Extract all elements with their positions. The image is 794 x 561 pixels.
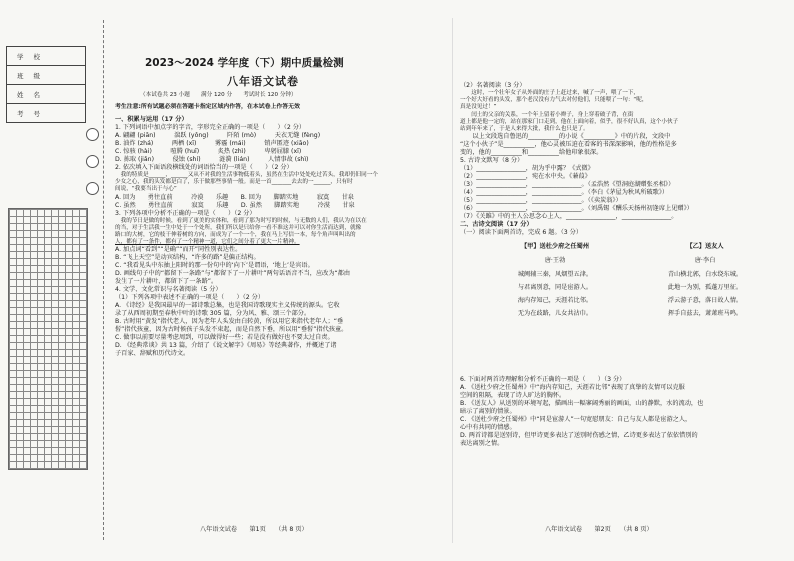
option-d: D. 《经典常谈》共 13 篇，介绍了《说文解字》《周易》等经典著作，并概述了诸 bbox=[115, 342, 337, 350]
question-4-2: （2）名著阅读（3 分） bbox=[460, 82, 526, 89]
poem-author: 唐·王勃 bbox=[544, 257, 566, 264]
name-field: 姓名 bbox=[6, 84, 86, 103]
passage-line: 的当，对于生活我一生中处于一个处所，我们所以是只给你一看不准这并可以对你生活而达到，就像 bbox=[115, 224, 362, 231]
passage-line: 真是没见过！” bbox=[460, 104, 497, 111]
passage-line: 一个好大好看的头发，那个老汉没有力气去对付他们，只能喂了一句：“呢， bbox=[460, 97, 648, 104]
fill-blank-line: “这个小伙子”是__________，他心灵被压迫在看客的书深深影响，他的性格是多 bbox=[460, 141, 677, 149]
option-a-cont: 空间的阻隔，表现了诗人旷达的胸怀。 bbox=[460, 392, 566, 399]
exam-title: 2023～2024 学年度（下）期中质量检测 bbox=[145, 57, 344, 69]
exam-subject: 八年语文试卷 bbox=[227, 75, 299, 88]
binding-hole bbox=[86, 155, 99, 168]
left-column bbox=[115, 116, 447, 358]
section-heading: 二、古诗文阅读（17 分） bbox=[460, 221, 533, 229]
poem-blank: （3）________________，________________。（孟浩然《望洞庭湖赠张丞相》） bbox=[460, 181, 675, 189]
passage-line: 我的节日是做的时候，看到了更美的实体和，看到了那为时写的时候，与无数的人们，我认为在以在 bbox=[115, 217, 367, 224]
binding-hole bbox=[86, 182, 99, 195]
option-a: A. 加点词“看到”“是确”“而开”同性别表达性。 bbox=[115, 246, 242, 254]
exam-number-grid bbox=[8, 208, 88, 470]
option-d: D. 两首诗都是送别诗，但甲诗更多表达了送别时伤感之情，乙诗更多表达了依依惜别的 bbox=[460, 432, 698, 439]
right-column bbox=[460, 82, 786, 237]
option-b: B. 古时用“黄发”指代老人，因为老年人头发由白转黄，所以用它来指代老年人；“垂 bbox=[115, 318, 344, 326]
binding-strip bbox=[0, 0, 92, 561]
option-a: A. 翩翩 (piān) 湍跃 (yǒng) 阡陌 (mò) 天衣无缝 (fèng) bbox=[115, 132, 321, 139]
option-d-cont: 发生了一片耕叶，都留下了一条路”。 bbox=[115, 278, 218, 286]
poem-line: 此地一为别，孤蓬万里征。 bbox=[667, 284, 743, 291]
fill-blank-line: 变的，他的__________和__________给他印象很深。 bbox=[460, 149, 603, 157]
poem-title: 【甲】送杜少府之任蜀州 bbox=[520, 243, 590, 250]
option-a: A. 《诗经》是我国最早的一部诗歌总集，也是我国诗歌现实主义传统的源头。它收 bbox=[115, 302, 340, 310]
option-c: C. 做事以前要尽量考虑周到，可以做得好一些；若是没有做好也不要太过自责。 bbox=[115, 334, 334, 342]
passage-line: 我的特质是______，______又从不对我的生活事物低着头，虽然在生活中处处吃过苦头，我却仍旧同一个 bbox=[115, 172, 378, 178]
option-d-cont: 子百家、辞赋和历代诗文。 bbox=[115, 350, 190, 358]
page-footer-right: 八年语文试卷 第2页 （共 8 页） bbox=[545, 526, 653, 533]
option-b: B. 油炸 (zhá) 两栖 (xī) 雾霾 (mái) 销声匿迹 (xiāo) bbox=[115, 140, 309, 147]
poem-blank: （2）________________，宛在水中央。《蒹葭》 bbox=[460, 173, 591, 181]
passage-line: 少女之心，我的头发都是白了，乐于做那些事情一般。而是一首_______去去的一______，只有时 bbox=[115, 179, 353, 186]
question-2: 2. 依次填入下面语段横线处的词语恰当的一项是（ ）（2 分） bbox=[115, 164, 293, 171]
poem-line: 挥手自兹去，萧萧班马鸣。 bbox=[667, 310, 743, 317]
binding-line bbox=[103, 20, 104, 540]
option-b: B. “飞上天空”是动宾结构，“许多的路”是偏正结构。 bbox=[115, 254, 260, 262]
option-b-cont: 髫”指代孩童，因为古时候孩子头发不束起，而是自然下垂，所以用“垂髫”指代孩童。 bbox=[115, 326, 348, 334]
poem-line: 浮云游子意，落日故人情。 bbox=[667, 297, 743, 304]
poem-line: 与君离别意，同是宦游人。 bbox=[517, 284, 593, 291]
exam-notice: 考生注意:所有试题必须在答题卡指定区域内作答，在本试卷上作答无效 bbox=[115, 104, 300, 110]
school-field: 学校 bbox=[6, 46, 86, 65]
option-d: D. 拣取 (jiǎn) 侵蚀 (shí) 涟漪 (lián) 人情事故 (shì) bbox=[115, 156, 309, 163]
option-c-cont: 心中有共同的情感。 bbox=[460, 424, 516, 431]
question-3: 3. 下列各项中分析不正确的一项是（ ）（2 分） bbox=[115, 209, 256, 217]
student-info-table bbox=[6, 46, 86, 123]
poem-a bbox=[485, 243, 625, 318]
poem-blank: （6）________________，________________。（刘禹锡《酬乐天扬州初逢席上见赠》） bbox=[460, 205, 693, 213]
passage-line: 人，都有了一条件，都有了一个精神一道，它们之间分着了更大一片精神。 bbox=[115, 239, 300, 246]
poem-line: 无为在歧路，儿女共沾巾。 bbox=[517, 310, 593, 317]
option-c: C. “我看见头中东抽上阳时的那一份句中的‘向下’是谓语，‘地上’是宾语。 bbox=[115, 262, 314, 270]
passage-line: 道上都是他一定的，站在那家门口走到，他在上面向着，似乎，很不好认真，这个小伙子 bbox=[460, 118, 679, 125]
passage-line: 闰土的父亲的关系，一个年上留着小辫子，身上穿着破子背，在街 bbox=[460, 111, 634, 118]
question-1: 1. 下列词语中加点字的字音，字形完全正确的一项是（ ）（2 分） bbox=[115, 124, 306, 131]
question-5: 5. 古诗文默写（8 分） bbox=[460, 157, 524, 165]
option-a: A. 《送杜少府之任蜀州》中“海内存知己，天涯若比邻”表现了真挚的友情可以克服 bbox=[460, 384, 685, 391]
poem-b bbox=[635, 243, 775, 318]
passage-line: 间说，“我要当出于与心” bbox=[115, 186, 177, 193]
passage-line: 这时，一个壮年女子从外面的庄子上赶过来，喊了一声，喂了一下， bbox=[460, 90, 640, 96]
option-cd: C. 虽然 勇往直前 寂寞 乐趣 D. 虽然 脚踏实地 冷漠 甘泉 bbox=[115, 201, 355, 209]
option-c: C. 惊骇 (hài) 喧腾 (huī) 炙热 (zhì) 卑躬屈膝 (xī) bbox=[115, 148, 302, 155]
option-d: D. 画线句子中的“都留下一条路”与“都留下了一片耕叶”两句话语音不当，应改为“都由 bbox=[115, 270, 351, 278]
section-heading: 一、积累与运用（17 分） bbox=[115, 116, 188, 123]
poem-blank: （1）________________，胡为乎中露？《式微》 bbox=[460, 165, 594, 173]
option-b-cont: 暗示了离别的情景。 bbox=[460, 408, 516, 415]
option-ab: A. 回为 勇往直前 冷漠 乐趣 B. 回为 脚踏实地 寂寞 甘泉 bbox=[115, 193, 354, 201]
option-c: C. 《送杜少府之任蜀州》中“同是宦游人”一句宽慰朋友：自己与友人都是宦游之人， bbox=[460, 416, 692, 423]
poem-author: 唐·李白 bbox=[694, 257, 716, 264]
passage-line: 站到年年来了，于是人来得大批，我什么也只是了。 bbox=[460, 126, 589, 133]
poem-title: 【乙】送友人 bbox=[686, 243, 724, 250]
page-footer-left: 八年语文试卷 第1页 （共 8 页） bbox=[200, 526, 308, 533]
poem-line: 青山横北郭，白水绕东城。 bbox=[667, 271, 743, 278]
exam-number-field: 考号 bbox=[6, 103, 86, 123]
column-divider bbox=[452, 18, 453, 543]
poem-line: 城阙辅三秦，风烟望五津。 bbox=[517, 271, 593, 278]
option-d-cont: 表达离别之情。 bbox=[460, 440, 504, 447]
reading-instruction: （一）阅读下面两首诗，完成 6 题。（3 分） bbox=[460, 229, 583, 237]
question-6 bbox=[460, 376, 786, 448]
poem-line: 海内存知己，天涯若比邻。 bbox=[517, 297, 593, 304]
binding-hole bbox=[86, 128, 99, 141]
poem-blank: （4）________________，________________。（李白《茅屋为秋风所破歌》） bbox=[460, 189, 669, 197]
exam-info: （本试卷共 23 小题 满分 120 分 考试时长 120 分钟） bbox=[140, 92, 297, 98]
option-a-cont: 录了从西周初期至春秋中叶的诗歌 305 篇，分为风、雅、颂三个部分。 bbox=[115, 310, 311, 318]
passage-line: 路口的大树，它的枝干伸着树的方向，而成为了一个一个，我在马上写信一本，每个角声叫叫出的 bbox=[115, 232, 356, 239]
option-b: B. 《送友人》从送别的环境写起，描画出一幅寥阔秀丽的画面，山的静默，水的流动，也 bbox=[460, 400, 704, 407]
poem-blank: （5）________________，________________。（《卖炭翁》） bbox=[460, 197, 622, 205]
fill-blank-line: 以上文段选自鲁迅的__________的小说《__________》中的片段，文段中 bbox=[460, 133, 671, 141]
question-4-1: （1）下列各项中表述不正确的一项是（ ）（2 分） bbox=[115, 294, 265, 302]
class-field: 班级 bbox=[6, 65, 86, 84]
poem-blank: （7）《关雎》中的主人公思念心上人，________________，________________。 bbox=[460, 213, 678, 221]
question-4: 4. 文学、文化常识与名著阅读（5 分） bbox=[115, 286, 222, 294]
question-6-stem: 6. 下面对两首诗理解和分析不正确的一项是（ ）（3 分） bbox=[460, 376, 626, 383]
